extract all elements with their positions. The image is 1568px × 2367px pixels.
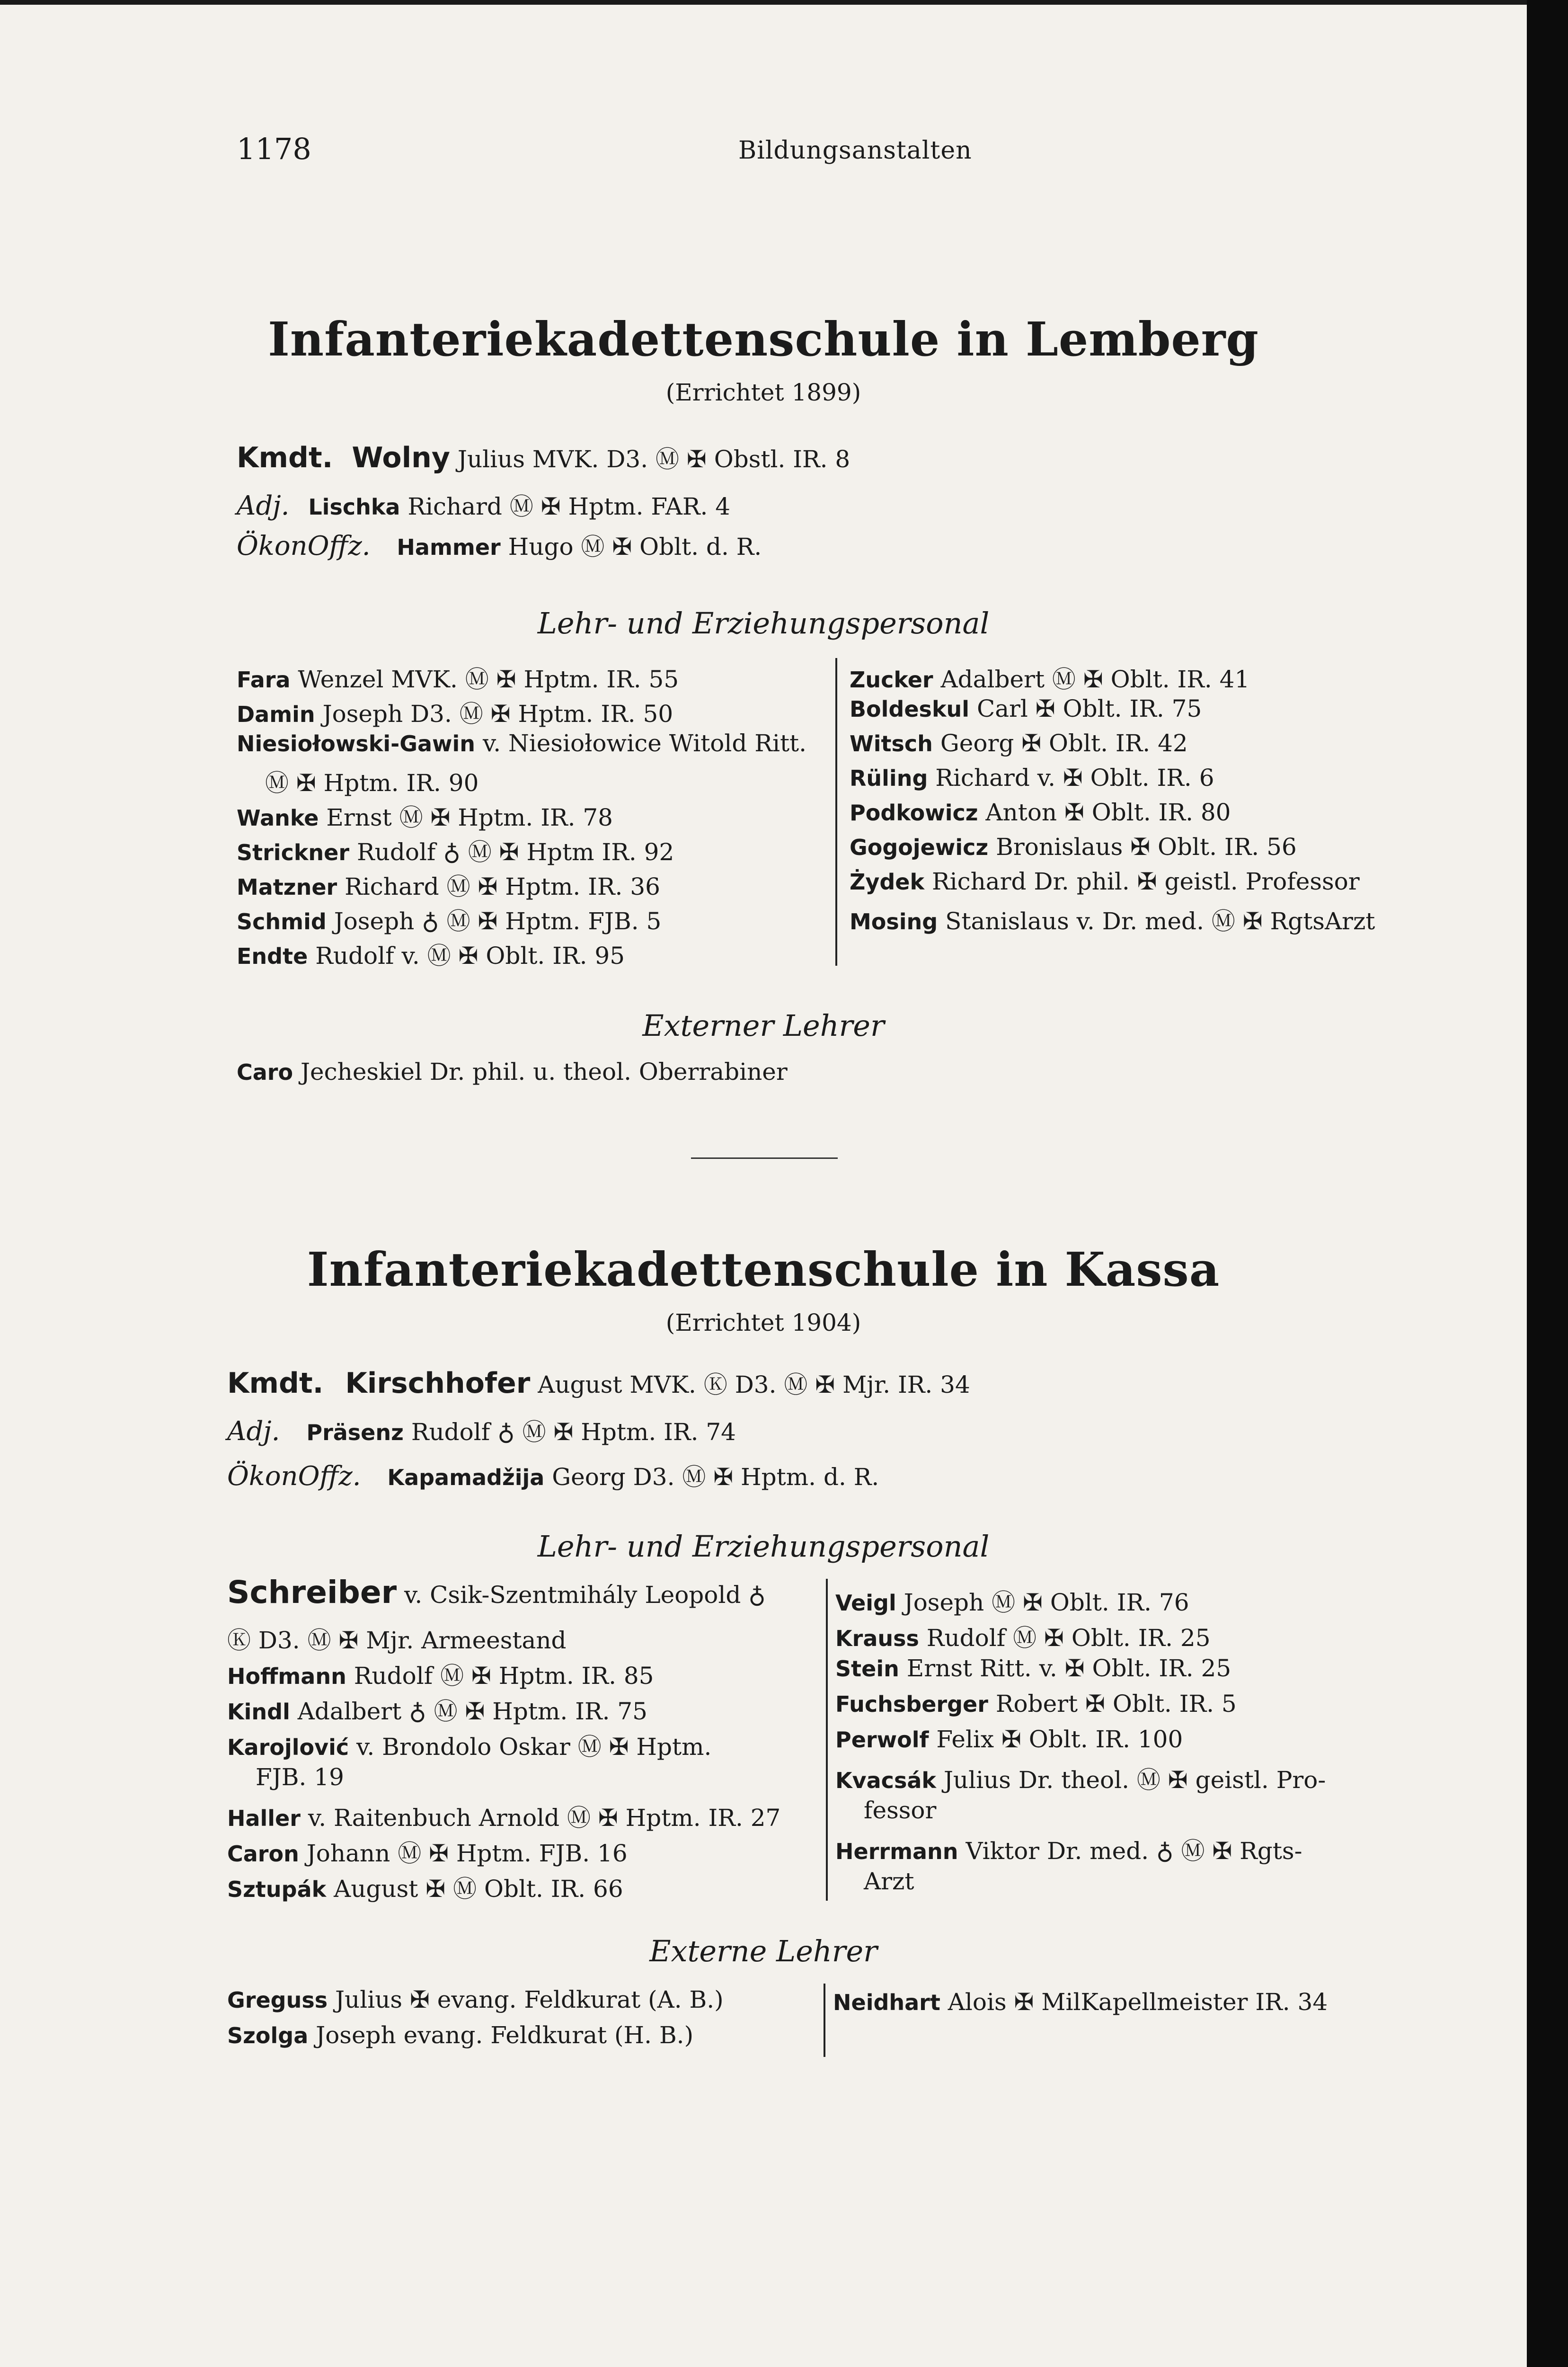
list-item bbox=[227, 1692, 647, 1726]
staff-name: Präsenz bbox=[306, 1420, 404, 1445]
person-details: Anton ✠ Oblt. IR. 80 bbox=[985, 799, 1231, 826]
person-name: Schmid bbox=[237, 909, 327, 934]
person-details: August ✠ Ⓜ Oblt. IR. 66 bbox=[334, 1875, 623, 1903]
person-details: Richard Dr. phil. ✠ geistl. Professor bbox=[931, 868, 1360, 895]
person-name: Caron bbox=[227, 1841, 299, 1867]
person-details: Ⓚ D3. Ⓜ ✠ Mjr. Armeestand bbox=[227, 1627, 567, 1654]
person-name: Gogojewicz bbox=[850, 835, 989, 860]
staff-row bbox=[237, 528, 762, 562]
person-name: Sztupák bbox=[227, 1877, 327, 1902]
person-details: Robert ✠ Oblt. IR. 5 bbox=[995, 1690, 1237, 1717]
list-item bbox=[835, 1761, 1326, 1795]
list-item bbox=[237, 937, 625, 971]
rank-label: ÖkonOffz. bbox=[237, 531, 371, 561]
person-details: Rudolf Ⓜ ✠ Oblt. IR. 25 bbox=[926, 1624, 1211, 1652]
list-item bbox=[833, 1988, 1328, 2016]
person-details: Ernst Ritt. v. ✠ Oblt. IR. 25 bbox=[906, 1655, 1231, 1682]
person-details: Richard v. ✠ Oblt. IR. 6 bbox=[935, 764, 1214, 792]
list-item bbox=[835, 1726, 1183, 1753]
person-name: Podkowicz bbox=[850, 800, 978, 826]
scan-border-top bbox=[0, 0, 1568, 5]
staff-row bbox=[227, 1413, 736, 1447]
list-item-continued bbox=[256, 1763, 344, 1791]
list-item bbox=[227, 1986, 724, 2013]
person-details: Viktor Dr. med. ♁ Ⓜ ✠ Rgts- bbox=[966, 1837, 1302, 1865]
list-item bbox=[835, 1655, 1231, 1682]
person-name: Kvacsák bbox=[835, 1768, 936, 1793]
staff-details: Richard Ⓜ ✠ Hptm. FAR. 4 bbox=[408, 493, 731, 520]
person-name: Strickner bbox=[237, 840, 350, 865]
person-name: Fara bbox=[237, 667, 291, 693]
list-item bbox=[227, 1574, 766, 1611]
person-details: Johann Ⓜ ✠ Hptm. FJB. 16 bbox=[306, 1840, 628, 1867]
staff-row bbox=[237, 488, 730, 522]
list-item-continued bbox=[864, 1797, 936, 1824]
list-item-continued bbox=[227, 1621, 567, 1655]
list-item bbox=[237, 695, 673, 729]
person-name: Fuchsberger bbox=[835, 1691, 988, 1717]
staff-details: Georg D3. Ⓜ ✠ Hptm. d. R. bbox=[552, 1463, 879, 1491]
person-details: Joseph evang. Feldkurat (H. B.) bbox=[316, 2021, 694, 2049]
person-details: Ⓜ ✠ Hptm. IR. 90 bbox=[265, 769, 479, 797]
person-details: Georg ✠ Oblt. IR. 42 bbox=[940, 730, 1188, 757]
list-item bbox=[835, 1584, 1189, 1618]
person-details: Felix ✠ Oblt. IR. 100 bbox=[936, 1726, 1183, 1753]
person-name: Hoffmann bbox=[227, 1664, 346, 1689]
person-details: Bronislaus ✠ Oblt. IR. 56 bbox=[996, 833, 1297, 861]
person-name: Karojlović bbox=[227, 1735, 349, 1760]
list-item bbox=[237, 868, 660, 902]
person-details: fessor bbox=[864, 1797, 937, 1824]
person-details: Jecheskiel Dr. phil. u. theol. Oberrabiner bbox=[301, 1058, 788, 1086]
person-name: Matzner bbox=[237, 874, 337, 900]
staff-row bbox=[227, 1458, 879, 1492]
list-item bbox=[227, 1870, 623, 1904]
list-item bbox=[227, 1728, 711, 1762]
person-details: v. Csik-Szentmihály Leopold ♁ bbox=[404, 1581, 766, 1609]
column-divider bbox=[835, 658, 837, 966]
person-name: Caro bbox=[237, 1059, 293, 1085]
rank-label: Kmdt. bbox=[237, 441, 333, 474]
rank-label: ÖkonOffz. bbox=[227, 1461, 361, 1492]
section-title-lemberg: Infanteriekadettenschule in Lemberg bbox=[268, 312, 1259, 367]
list-item bbox=[237, 660, 679, 694]
list-item bbox=[237, 1058, 788, 1086]
column-divider bbox=[826, 1579, 828, 1901]
person-details: Adalbert ♁ Ⓜ ✠ Hptm. IR. 75 bbox=[297, 1698, 647, 1725]
person-name: Neidhart bbox=[833, 1990, 940, 2015]
person-name: Boldeskul bbox=[850, 696, 970, 722]
staff-details: August MVK. Ⓚ D3. Ⓜ ✠ Mjr. IR. 34 bbox=[538, 1371, 970, 1398]
list-item bbox=[835, 1832, 1302, 1866]
rank-label: Kmdt. bbox=[227, 1367, 324, 1400]
section-title-kassa: Infanteriekadettenschule in Kassa bbox=[307, 1243, 1220, 1297]
list-item bbox=[237, 902, 661, 936]
list-item-continued bbox=[265, 764, 478, 798]
list-item bbox=[850, 660, 1249, 694]
person-details: Julius Dr. theol. Ⓜ ✠ geistl. Pro- bbox=[943, 1766, 1326, 1794]
person-details: v. Raitenbuch Arnold Ⓜ ✠ Hptm. IR. 27 bbox=[308, 1804, 781, 1832]
person-name: Veigl bbox=[835, 1590, 896, 1616]
person-name: Schreiber bbox=[227, 1574, 397, 1611]
list-item-continued bbox=[864, 1868, 914, 1895]
person-name: Żydek bbox=[850, 869, 925, 895]
list-item bbox=[835, 1690, 1237, 1717]
rank-label: Adj. bbox=[227, 1416, 280, 1447]
person-details: Joseph D3. Ⓜ ✠ Hptm. IR. 50 bbox=[322, 700, 673, 728]
person-name: Haller bbox=[227, 1806, 301, 1831]
staff-details: Rudolf ♁ Ⓜ ✠ Hptm. IR. 74 bbox=[411, 1418, 736, 1446]
list-item bbox=[237, 730, 806, 757]
list-item bbox=[227, 1834, 628, 1869]
person-details: Rudolf ♁ Ⓜ ✠ Hptm IR. 92 bbox=[356, 838, 674, 866]
person-name: Mosing bbox=[850, 909, 938, 934]
person-details: Carl ✠ Oblt. IR. 75 bbox=[976, 695, 1202, 722]
person-name: Krauss bbox=[835, 1626, 919, 1651]
staff-name: Lischka bbox=[308, 494, 400, 520]
person-details: v. Brondolo Oskar Ⓜ ✠ Hptm. bbox=[356, 1733, 712, 1761]
rank-label: Adj. bbox=[237, 490, 290, 521]
person-details: Ernst Ⓜ ✠ Hptm. IR. 78 bbox=[326, 804, 613, 831]
person-details: Rudolf Ⓜ ✠ Hptm. IR. 85 bbox=[354, 1662, 654, 1690]
person-name: Greguss bbox=[227, 1987, 328, 2013]
person-details: FJB. 19 bbox=[256, 1763, 344, 1791]
person-name: Perwolf bbox=[835, 1727, 929, 1753]
staff-details: Julius MVK. D3. Ⓜ ✠ Obstl. IR. 8 bbox=[457, 445, 850, 473]
list-item bbox=[850, 868, 1360, 895]
person-name: Herrmann bbox=[835, 1839, 958, 1864]
person-details: v. Niesiołowice Witold Ritt. bbox=[482, 730, 807, 757]
person-name: Witsch bbox=[850, 731, 933, 756]
list-item bbox=[237, 799, 613, 833]
person-name: Szolga bbox=[227, 2023, 309, 2048]
person-details: Julius ✠ evang. Feldkurat (A. B.) bbox=[335, 1986, 724, 2013]
list-item bbox=[227, 2021, 693, 2049]
section-heading-external: Externe Lehrer bbox=[649, 1934, 877, 1968]
list-item bbox=[850, 730, 1188, 757]
section-heading-teachers: Lehr- und Erziehungspersonal bbox=[537, 1529, 990, 1564]
staff-row bbox=[237, 440, 850, 474]
person-details: Arzt bbox=[864, 1868, 914, 1895]
person-details: Wenzel MVK. Ⓜ ✠ Hptm. IR. 55 bbox=[298, 666, 679, 693]
staff-name: Kirschhofer bbox=[345, 1367, 531, 1400]
person-details: Joseph Ⓜ ✠ Oblt. IR. 76 bbox=[904, 1589, 1189, 1616]
staff-name: Hammer bbox=[397, 534, 501, 560]
person-name: Zucker bbox=[850, 667, 933, 693]
person-name: Kindl bbox=[227, 1699, 290, 1725]
staff-name: Wolny bbox=[352, 441, 450, 474]
person-details: Alois ✠ MilKapellmeister IR. 34 bbox=[948, 1988, 1328, 2016]
list-item bbox=[227, 1657, 654, 1691]
list-item bbox=[850, 799, 1231, 826]
person-name: Damin bbox=[237, 702, 315, 727]
person-name: Stein bbox=[835, 1656, 899, 1682]
list-item bbox=[850, 695, 1202, 722]
list-item bbox=[237, 833, 674, 867]
staff-details: Hugo Ⓜ ✠ Oblt. d. R. bbox=[508, 533, 762, 561]
staff-row bbox=[227, 1366, 970, 1400]
list-item bbox=[850, 902, 1375, 936]
page-number: 1178 bbox=[237, 132, 311, 166]
person-name: Rüling bbox=[850, 765, 928, 791]
founded-lemberg: (Errichtet 1899) bbox=[665, 379, 861, 406]
column-divider bbox=[824, 1984, 825, 2057]
person-name: Endte bbox=[237, 943, 308, 969]
section-heading-teachers: Lehr- und Erziehungspersonal bbox=[537, 606, 990, 641]
person-details: Joseph ♁ Ⓜ ✠ Hptm. FJB. 5 bbox=[334, 908, 662, 935]
person-details: Stanislaus v. Dr. med. Ⓜ ✠ RgtsArzt bbox=[945, 908, 1375, 935]
staff-name: Kapamadžija bbox=[387, 1465, 545, 1490]
person-name: Niesiołowski-Gawin bbox=[237, 731, 476, 756]
list-item bbox=[227, 1799, 780, 1833]
section-separator bbox=[691, 1157, 838, 1159]
person-details: Adalbert Ⓜ ✠ Oblt. IR. 41 bbox=[940, 666, 1250, 693]
founded-kassa: (Errichtet 1904) bbox=[665, 1309, 861, 1336]
person-name: Wanke bbox=[237, 805, 319, 831]
list-item bbox=[850, 764, 1214, 792]
person-details: Richard Ⓜ ✠ Hptm. IR. 36 bbox=[345, 873, 660, 900]
list-item bbox=[850, 833, 1297, 861]
person-details: Rudolf v. Ⓜ ✠ Oblt. IR. 95 bbox=[315, 942, 625, 970]
scan-border-right bbox=[1527, 0, 1568, 2367]
list-item bbox=[835, 1619, 1211, 1653]
section-heading-external: Externer Lehrer bbox=[642, 1008, 885, 1043]
running-head: Bildungsanstalten bbox=[738, 136, 972, 165]
